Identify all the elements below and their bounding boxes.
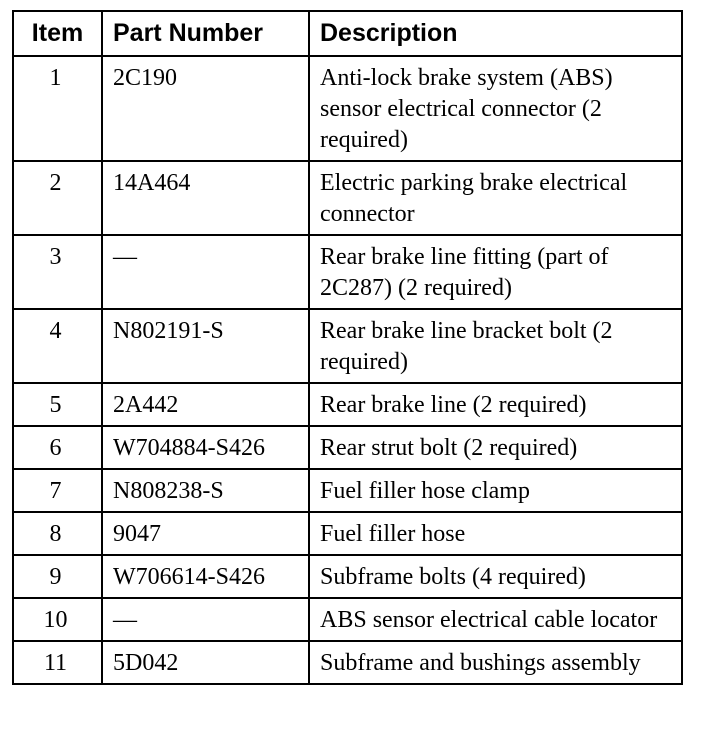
part-number-cell: 14A464 (102, 161, 309, 235)
item-cell: 11 (13, 641, 102, 684)
part-number-cell: 2A442 (102, 383, 309, 426)
description-cell: Fuel filler hose clamp (309, 469, 682, 512)
item-cell: 9 (13, 555, 102, 598)
item-cell: 4 (13, 309, 102, 383)
table-row (13, 598, 682, 641)
table-row (13, 555, 682, 598)
description-cell: Rear strut bolt (2 required) (309, 426, 682, 469)
description-cell: Anti-lock brake system (ABS) sensor electrical connector (2 required) (309, 56, 682, 161)
item-cell: 10 (13, 598, 102, 641)
item-cell: 6 (13, 426, 102, 469)
table-row (13, 469, 682, 512)
table-row (13, 512, 682, 555)
column-header-description: Description (309, 11, 682, 56)
parts-table (12, 10, 683, 685)
item-cell: 7 (13, 469, 102, 512)
description-cell: Rear brake line fitting (part of 2C287) (2 required) (309, 235, 682, 309)
description-cell: Subframe bolts (4 required) (309, 555, 682, 598)
part-number-cell: — (102, 235, 309, 309)
part-number-cell: 5D042 (102, 641, 309, 684)
item-cell: 2 (13, 161, 102, 235)
table-row (13, 383, 682, 426)
column-header-item: Item (13, 11, 102, 56)
part-number-cell: N802191-S (102, 309, 309, 383)
description-cell: ABS sensor electrical cable locator (309, 598, 682, 641)
table-row (13, 56, 682, 161)
table-row (13, 161, 682, 235)
part-number-cell: W704884-S426 (102, 426, 309, 469)
part-number-cell: N808238-S (102, 469, 309, 512)
table-row (13, 309, 682, 383)
table-row (13, 641, 682, 684)
description-cell: Rear brake line (2 required) (309, 383, 682, 426)
item-cell: 3 (13, 235, 102, 309)
description-cell: Subframe and bushings assembly (309, 641, 682, 684)
description-cell: Electric parking brake electrical connector (309, 161, 682, 235)
item-cell: 5 (13, 383, 102, 426)
header-row (13, 11, 682, 56)
description-cell: Rear brake line bracket bolt (2 required) (309, 309, 682, 383)
item-cell: 1 (13, 56, 102, 161)
table-row (13, 426, 682, 469)
part-number-cell: W706614-S426 (102, 555, 309, 598)
part-number-cell: — (102, 598, 309, 641)
item-cell: 8 (13, 512, 102, 555)
description-cell: Fuel filler hose (309, 512, 682, 555)
part-number-cell: 9047 (102, 512, 309, 555)
column-header-part-number: Part Number (102, 11, 309, 56)
part-number-cell: 2C190 (102, 56, 309, 161)
table-row (13, 235, 682, 309)
